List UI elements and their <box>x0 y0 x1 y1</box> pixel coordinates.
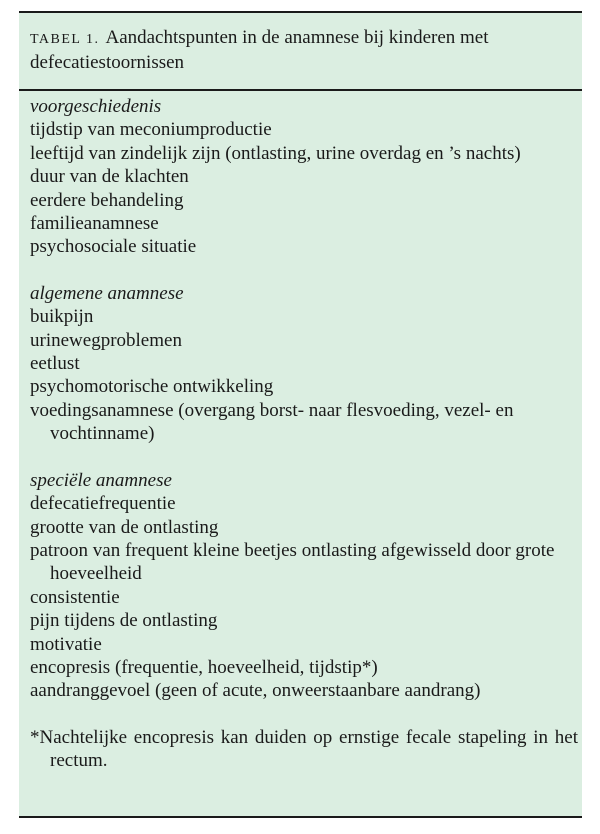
list-item: pijn tijdens de ontlasting <box>30 610 218 632</box>
list-item: tijdstip van meconiumproductie <box>30 119 272 141</box>
list-item: duur van de klachten <box>30 166 189 188</box>
list-item: buikpijn <box>30 306 94 328</box>
list-item: encopresis (frequentie, hoeveelheid, tijdstip*) <box>30 656 378 678</box>
list-item: eerdere behandeling <box>30 189 184 211</box>
section-heading: algemene anamnese <box>30 282 184 304</box>
footnote: *Nachtelijke encopresis kan duiden op ernstige fecale stapeling in het rectum. <box>30 726 578 772</box>
table-label: TABEL 1. <box>30 32 100 47</box>
list-item: motivatie <box>30 633 102 655</box>
header-rule <box>19 89 582 91</box>
list-item: defecatiefrequentie <box>30 493 176 515</box>
list-item: voedingsanamnese (overgang borst- naar flesvoeding, vezel- en vochtinname) <box>30 399 514 445</box>
list-item: consistentie <box>30 586 120 608</box>
list-item: psychomotorische ontwikkeling <box>30 376 274 398</box>
section-heading: speciële anamnese <box>30 469 172 491</box>
section-heading: voorgeschiedenis <box>30 96 162 117</box>
list-item: urinewegproblemen <box>30 329 182 351</box>
bottom-rule <box>19 816 582 818</box>
list-item: eetlust <box>30 353 80 375</box>
caption-text: Aandachtspunten in de anamnese bij kinderen met defecatiestoornissen <box>30 27 489 73</box>
list-item: leeftijd van zindelijk zijn (ontlasting, urine overdag en ’s nachts) <box>30 142 521 164</box>
top-rule <box>19 11 582 13</box>
list-item: patroon van frequent kleine beetjes ontlasting afgewisseld door grote hoeveelheid <box>30 539 555 585</box>
table-body <box>30 95 578 773</box>
section-algemene-anamnese <box>30 282 578 446</box>
table-caption <box>30 26 578 74</box>
list-item: psychosociale situatie <box>30 236 197 258</box>
list-item: familieanamnese <box>30 213 159 235</box>
list-item: aandranggevoel (geen of acute, onweerstaanbare aandrang) <box>30 680 481 702</box>
section-voorgeschiedenis <box>30 95 578 259</box>
list-item: grootte van de ontlasting <box>30 516 219 538</box>
section-speciele-anamnese <box>30 469 578 703</box>
